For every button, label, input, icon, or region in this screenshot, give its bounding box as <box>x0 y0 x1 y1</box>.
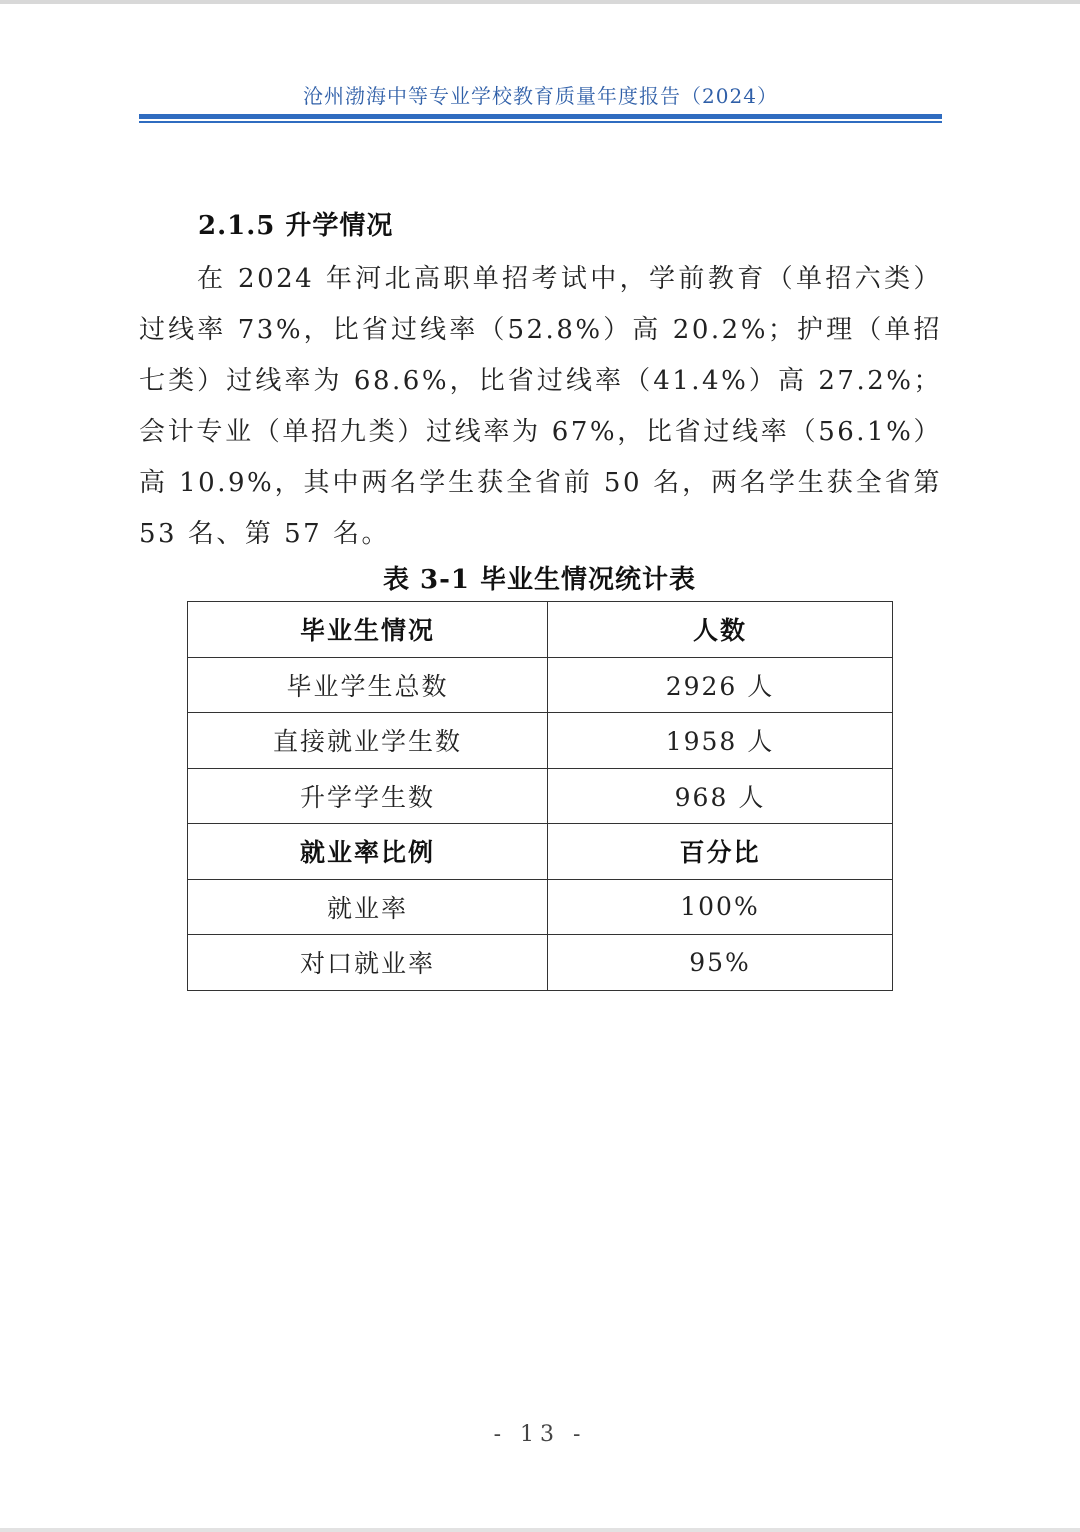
graduate-stats-table <box>187 601 893 991</box>
table-cell-value: 人数 <box>548 602 893 658</box>
table-row <box>188 713 893 769</box>
top-edge-strip <box>0 0 1080 4</box>
table-cell-label: 毕业生情况 <box>188 602 548 658</box>
table-cell-value: 100% <box>548 879 893 935</box>
header-rule-thin <box>139 121 942 123</box>
table-row <box>188 768 893 824</box>
bottom-edge-strip <box>0 1528 1080 1532</box>
body-paragraph: 在 2024 年河北高职单招考试中，学前教育（单招六类）过线率 73%，比省过线率（52.8%）高 20.2%；护理（单招七类）过线率为 68.6%，比省过线率（41.4%）高 27.2%；会计专业（单招九类）过线率为 67%，比省过线率（56.1%）高 10.9%，其中两名学生获全省前 50 名，两名学生获全省第 53 名、第 57 名。 <box>139 264 942 549</box>
table-cell-label: 升学学生数 <box>188 768 548 824</box>
page-number: - 13 - <box>493 1422 587 1447</box>
header-rule-thick <box>139 114 942 119</box>
table-cell-value: 95% <box>548 935 893 991</box>
table-row <box>188 935 893 991</box>
table-header-row <box>188 602 893 658</box>
table-cell-label: 就业率比例 <box>188 824 548 880</box>
table-row <box>188 657 893 713</box>
table-cell-label: 毕业学生总数 <box>188 657 548 713</box>
section-heading: 2.1.5 升学情况 <box>198 211 394 241</box>
table-subheader-row <box>188 824 893 880</box>
report-header-title: 沧州渤海中等专业学校教育质量年度报告（2024） <box>303 84 778 108</box>
table-cell-label: 就业率 <box>188 879 548 935</box>
table-cell-label: 直接就业学生数 <box>188 713 548 769</box>
table-cell-value: 968 人 <box>548 768 893 824</box>
table-cell-value: 1958 人 <box>548 713 893 769</box>
table-row <box>188 879 893 935</box>
table-caption: 表 3-1 毕业生情况统计表 <box>382 565 697 595</box>
table-cell-value: 2926 人 <box>548 657 893 713</box>
table-cell-label: 对口就业率 <box>188 935 548 991</box>
table-cell-value: 百分比 <box>548 824 893 880</box>
